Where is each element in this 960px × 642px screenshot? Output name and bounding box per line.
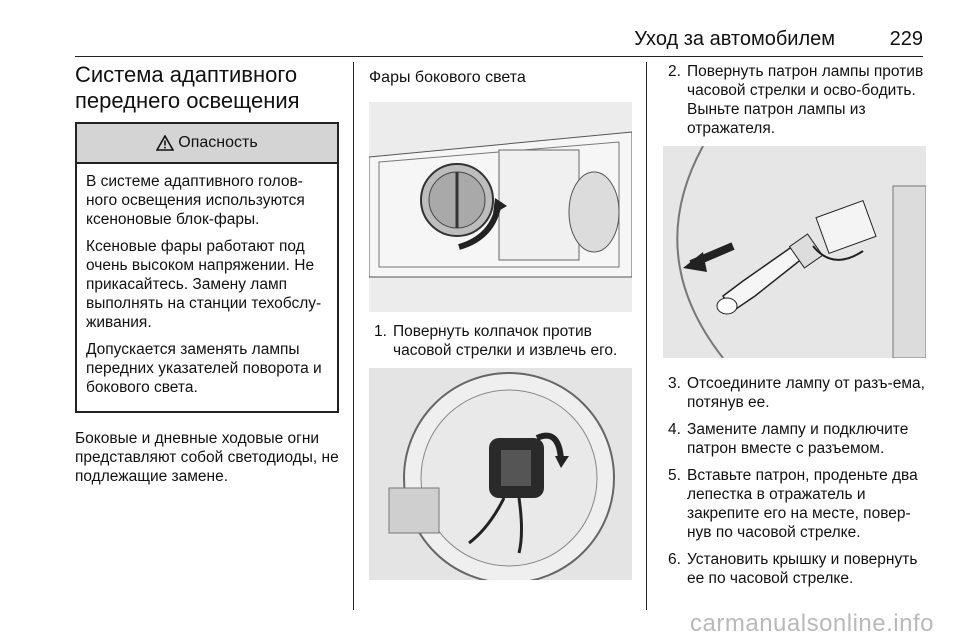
section-title-line: Система адаптивного: [75, 62, 298, 87]
warning-triangle-icon: [156, 135, 174, 151]
step-number: 1.: [374, 323, 387, 340]
body-text: Боковые и дневные ходовые огни представляют собой светодиоды, не подлежащие замене.: [75, 430, 339, 485]
step-number: 5.: [668, 467, 681, 484]
step-text: Вставьте патрон, проденьте два лепестка в отражатель и закрепите его на месте, повер-нув по часовой стрелке.: [687, 467, 918, 541]
socket-drawing: [369, 368, 632, 580]
list-item: [369, 322, 632, 360]
list-item: [663, 550, 926, 588]
warning-heading: [77, 124, 337, 164]
bulb-removal-illustration: [663, 146, 926, 358]
list-item: [663, 374, 926, 412]
step-text: Повернуть патрон лампы против часовой стрелки и осво-бодить. Выньте патрон лампы из отражателя.: [687, 63, 924, 137]
section-title-line: переднего освещения: [75, 88, 300, 113]
page-header: [75, 26, 923, 57]
page-number: 229: [889, 28, 923, 50]
header-title: Уход за автомобилем: [634, 28, 835, 50]
lamp-socket-illustration: [369, 368, 632, 580]
warning-box: [75, 122, 339, 413]
list-item: [663, 420, 926, 458]
section-title: [75, 62, 339, 114]
step-number: 4.: [668, 421, 681, 438]
warning-paragraph: Ксеновые фары работают под очень высоком напряжении. Не прикасайтесь. Замену ламп выполнять на станции техобслу-живания.: [86, 238, 322, 331]
column-divider: [353, 62, 354, 610]
step-number: 2.: [668, 63, 681, 80]
step-text: Замените лампу и подключите патрон вместе с разъемом.: [687, 421, 909, 457]
headlamp-cover-illustration: [369, 102, 632, 312]
step-list: [369, 322, 632, 360]
bulb-drawing: [663, 146, 926, 358]
column-3: [663, 62, 926, 596]
warning-body: [77, 164, 337, 411]
column-divider: [646, 62, 647, 610]
step-text: Установить крышку и повернуть ее по часовой стрелке.: [687, 551, 918, 587]
column-1: [75, 62, 339, 486]
watermark: carmanualsonline.info: [690, 610, 934, 637]
step-text: Отсоедините лампу от разъ-ема, потянув ее.: [687, 375, 925, 411]
step-number: 6.: [668, 551, 681, 568]
step-list: [663, 374, 926, 588]
warning-paragraph: В системе адаптивного голов-ного освещения используются ксеноновые блок-фары.: [86, 173, 305, 228]
step-number: 3.: [668, 375, 681, 392]
headlamp-drawing: [369, 102, 632, 312]
column-2: [369, 62, 632, 580]
step-list: [663, 62, 926, 138]
warning-paragraph: Допускается заменять лампы передних указателей поворота и бокового света.: [86, 341, 322, 396]
step-text: Повернуть колпачок против часовой стрелки и извлечь его.: [393, 323, 618, 359]
subsection-title: Фары бокового света: [369, 69, 526, 86]
warning-heading-text: Опасность: [178, 134, 258, 151]
list-item: [663, 62, 926, 138]
list-item: [663, 466, 926, 542]
